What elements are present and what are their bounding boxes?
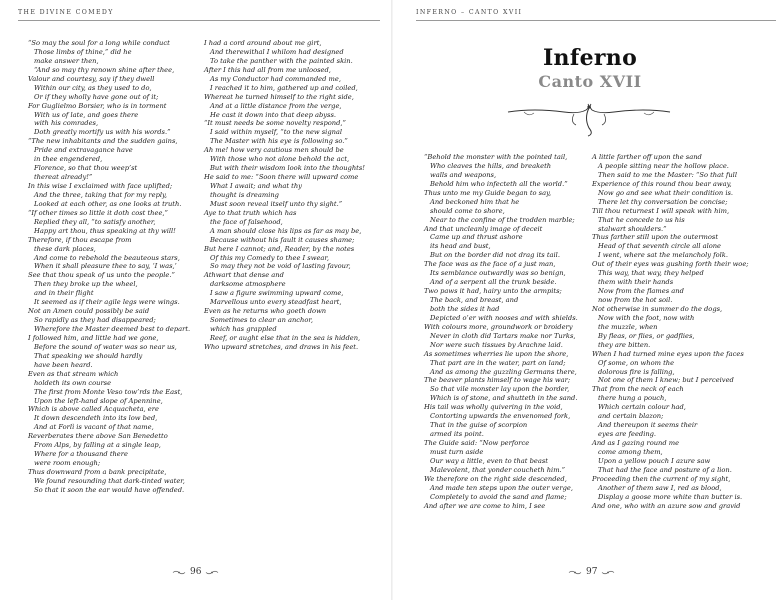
verse-line: That speaking we should hardly xyxy=(34,351,143,360)
verse-line: “If other times so little it doth cost thee,” xyxy=(28,208,168,217)
verse-line: So that it soon the ear would have offended. xyxy=(34,485,185,494)
folio-number-left: 96 xyxy=(190,567,202,577)
verse-line: Athwart that dense and xyxy=(204,271,284,280)
verse-line: Out of their eyes was gushing forth their woe; xyxy=(592,260,749,269)
verse-line: It down descendeth into its low bed, xyxy=(34,414,158,423)
verse-line: That from the neck of each xyxy=(592,385,684,394)
verse-line: “So may the soul for a long while conduct xyxy=(28,39,170,47)
verse-line: Sometimes to clear an anchor, xyxy=(210,316,313,325)
verse-line: “The new inhabitants and the sudden gains, xyxy=(28,137,178,146)
canto-heading xyxy=(520,46,660,92)
verse-line: should come to shore, xyxy=(430,206,505,215)
verse-line: Another of them saw I, red as blood, xyxy=(598,483,722,492)
verse-line: Then they broke up the wheel, xyxy=(34,280,138,289)
verse-line: armed its point. xyxy=(430,430,484,439)
verse-line: Thus downward from a bank precipitate, xyxy=(28,468,167,476)
verse-line: Our way a little, even to that beast xyxy=(430,456,548,465)
verse-line: Behold him who infecteth all the world.” xyxy=(430,179,568,188)
verse-line: His tail was wholly quivering in the void, xyxy=(424,403,563,412)
verse-line: Who upward stretches, and draws in his feet. xyxy=(204,342,359,351)
verse-line: its head and bust, xyxy=(430,242,491,251)
verse-line: And at a little distance from the verge, xyxy=(210,101,342,110)
verse-line: So that vile monster lay upon the border, xyxy=(430,385,570,394)
verse-line: I went, where sat the melancholy folk. xyxy=(598,251,728,260)
verse-line: As my Conductor had commanded me, xyxy=(210,74,341,83)
verse-line: The back, and breast, and xyxy=(430,296,519,304)
verse-line: Because without his fault it causes shame; xyxy=(210,235,355,244)
verse-line: Of this my Comedy to thee I swear, xyxy=(210,253,329,262)
verse-column-right-1 xyxy=(424,153,578,511)
verse-line: Head of that seventh circle all alone xyxy=(598,242,722,251)
header-rule-left xyxy=(18,20,380,21)
verse-line: By fleas, or flies, or gadflies, xyxy=(598,331,695,340)
verse-line: The face was as the face of a just man, xyxy=(424,260,556,269)
right-page xyxy=(392,0,784,600)
ornament-icon xyxy=(601,570,615,575)
verse-line: A little farther off upon the sand xyxy=(592,153,702,161)
verse-column-left-2 xyxy=(204,39,365,352)
verse-line: And the three, taking that for my reply, xyxy=(34,190,168,199)
verse-line: Even as that stream which xyxy=(28,369,119,378)
verse-line: Now with the foot, now with xyxy=(598,313,695,322)
verse-line: The beaver plants himself to wage his war; xyxy=(424,376,571,385)
verse-line: Who cleaves the hills, and breaketh xyxy=(430,161,552,170)
verse-line: And beckoned him that he xyxy=(430,197,520,206)
verse-line: make answer then, xyxy=(34,56,99,65)
verse-line: “And so may thy renown shine after thee, xyxy=(34,65,175,74)
verse-line: these dark places, xyxy=(34,244,96,253)
verse-line: He cast it down into that deep abyss. xyxy=(210,110,337,119)
verse-line: To take the panther with the painted skin. xyxy=(210,56,353,65)
verse-line: With those who not alone behold the act, xyxy=(210,155,350,164)
verse-line: “Behold the monster with the pointed tail, xyxy=(424,153,568,161)
verse-line: Of some, on whom the xyxy=(598,358,675,367)
verse-line: That he concede to us his xyxy=(598,215,685,224)
verse-line: “It must needs be some novelty respond,” xyxy=(204,119,346,128)
verse-line: thought is dreaming xyxy=(210,190,279,199)
verse-line: Proceeding then the current of my sight, xyxy=(592,474,731,483)
verse-line: Reverberates there above San Benedetto xyxy=(28,432,168,441)
verse-line: Pride and extravagance have xyxy=(34,146,133,155)
verse-line: and certain blazon; xyxy=(598,412,664,421)
verse-line: must turn aside xyxy=(430,447,484,456)
verse-line: Which is above called Acquacheta, ere xyxy=(28,405,159,414)
verse-line: holdeth its own course xyxy=(34,378,112,387)
verse-line: He said to me: “Soon there will upward come xyxy=(204,173,359,182)
verse-line: I saw a figure swimming upward come, xyxy=(210,289,344,298)
verse-line: See that thou speak of us unto the people.” xyxy=(28,271,175,280)
ornament-icon xyxy=(568,570,582,575)
book-title: Inferno xyxy=(542,45,638,71)
verse-line: I reached it to him, gathered up and coiled, xyxy=(210,83,358,92)
verse-line: So may they not be void of lasting favour, xyxy=(210,262,351,271)
verse-line: they are bitten. xyxy=(598,340,651,349)
verse-line: the face of falsehood, xyxy=(210,217,283,226)
verse-line: With colours more, groundwork or broidery xyxy=(424,322,573,331)
verse-line: But on the border did not drag its tail. xyxy=(430,251,560,260)
verse-line: Two paws it had, hairy unto the armpits; xyxy=(424,287,562,296)
verse-line: And made ten steps upon the outer verge, xyxy=(430,483,573,492)
verse-line: were room enough; xyxy=(34,459,101,468)
verse-line: Completely to avoid the sand and flame; xyxy=(430,492,567,501)
verse-line: Contorting upwards the envenomed fork, xyxy=(430,412,571,421)
verse-line: When I had turned mine eyes upon the faces xyxy=(592,349,744,358)
verse-line: Those limbs of thine,” did he xyxy=(34,47,132,56)
verse-column-left-1 xyxy=(28,39,190,495)
canto-title: Canto XVII xyxy=(538,72,642,91)
verse-line: Before the sound of water was so near us, xyxy=(34,342,177,351)
verse-line: Upon a yellow pouch I azure saw xyxy=(598,456,711,465)
verse-line: The first from Monte Veso tow’rds the East, xyxy=(34,387,183,396)
verse-line: Experience of this round thou bear away, xyxy=(592,179,732,188)
verse-line: Ah me! how very cautious men should be xyxy=(204,146,344,155)
verse-line: Came up and thrust ashore xyxy=(430,233,523,242)
verse-line: Whereat he turned himself to the right side, xyxy=(204,92,354,101)
verse-line: Where for a thousand there xyxy=(34,450,128,459)
header-rule-right xyxy=(416,20,776,21)
verse-line: There let thy conversation be concise; xyxy=(598,197,728,206)
verse-line: And at Forlì is vacant of that name, xyxy=(34,423,154,432)
verse-line: have been heard. xyxy=(34,360,93,369)
verse-line: Not one of them I knew; but I perceived xyxy=(598,376,734,385)
verse-line: In this wise I exclaimed with face uplifted; xyxy=(28,182,173,190)
verse-line: Valour and courtesy, say if they dwell xyxy=(28,74,155,83)
ornament-icon xyxy=(172,570,186,575)
verse-line: both the sides it had xyxy=(430,304,500,313)
running-head-right: INFERNO – CANTO XVII xyxy=(416,9,523,16)
verse-line: And of a serpent all the trunk beside. xyxy=(430,278,557,287)
verse-line: For Guglielmo Borsier, who is in torment xyxy=(28,101,167,110)
verse-line: I said within myself, “to the new signal xyxy=(210,128,343,137)
verse-line: which has grappled xyxy=(210,325,277,333)
verse-line: Replied they all, “to satisfy another, xyxy=(34,217,156,226)
verse-line: It seemed as if their agile legs were wings. xyxy=(34,298,180,307)
verse-line: From Alps, by falling at a single leap, xyxy=(34,441,161,450)
verse-line: them with their hands xyxy=(598,278,674,287)
flourish-ornament-icon xyxy=(504,98,674,138)
ornament-icon xyxy=(205,570,219,575)
verse-line: now from the hot soil. xyxy=(598,296,673,304)
verse-line: and in their flight xyxy=(34,289,94,298)
page-number-right xyxy=(568,567,615,577)
verse-line: Near to the confine of the trodden marble; xyxy=(430,215,575,224)
verse-line: Which certain colour had, xyxy=(598,403,686,412)
verse-line: I followed him, and little had we gone, xyxy=(28,333,159,342)
verse-line: Therefore, if thou escape from xyxy=(28,235,132,244)
verse-line: Upon the left-hand slope of Apennine, xyxy=(34,396,163,405)
verse-line: Happy art thou, thus speaking at thy will! xyxy=(34,226,176,235)
verse-line: come among them, xyxy=(598,447,663,456)
verse-line: there hung a pouch, xyxy=(598,394,667,403)
verse-line: And as among the guzzling Germans there, xyxy=(430,367,577,376)
verse-line: That part are in the water, part on land; xyxy=(430,358,566,367)
verse-line: darksome atmosphere xyxy=(210,280,286,289)
verse-line: Now go and see what their condition is. xyxy=(598,188,734,197)
verse-line: When it shall pleasure thee to say, ‘I was,’ xyxy=(34,262,177,271)
verse-line: Florence, so that thou weep’st xyxy=(34,164,138,173)
verse-line: dolorous fire is falling, xyxy=(598,367,675,376)
verse-line: And come to rebehold the beauteous stars, xyxy=(34,253,180,262)
verse-line: That had the face and posture of a lion. xyxy=(598,465,732,474)
verse-line: Depicted o’er with nooses and with shields. xyxy=(430,313,578,322)
verse-line: A people sitting near the hollow place. xyxy=(598,161,729,170)
verse-line: And therewithal I whilom had designed xyxy=(210,47,344,56)
verse-line: Thus unto me my Guide began to say, xyxy=(424,188,552,197)
verse-line: Not otherwise in summer do the dogs, xyxy=(592,304,723,313)
verse-line: in thee engendered, xyxy=(34,155,103,164)
running-head-left: THE DIVINE COMEDY xyxy=(18,9,114,16)
verse-line: Doth greatly mortify us with his words.” xyxy=(34,128,171,137)
verse-column-right-2 xyxy=(592,153,749,511)
verse-line: walls and weapons, xyxy=(430,170,497,179)
verse-line: As sometimes wherries lie upon the shore, xyxy=(424,349,569,358)
verse-line: The Master with his eye is following so.” xyxy=(210,137,348,146)
verse-line: Looked at each other, as one looks at truth. xyxy=(34,199,182,208)
verse-line: stalwart shoulders.” xyxy=(598,224,667,233)
verse-line: But with their wisdom look into the thoughts! xyxy=(210,164,365,173)
verse-line: With us of late, and goes there xyxy=(34,110,139,119)
verse-line: Nor were such tissues by Arachne laid. xyxy=(430,340,563,349)
verse-line: And thereupon it seems their xyxy=(598,421,698,430)
verse-line: So rapidly as they had disappeared; xyxy=(34,316,156,325)
verse-line: And as I gazing round me xyxy=(592,439,680,447)
verse-line: Now from the flames and xyxy=(598,287,684,296)
verse-line: the muzzle, when xyxy=(598,322,658,331)
verse-line: Or if they wholly have gone out of it; xyxy=(34,92,159,101)
verse-line: A man should close his lips as far as may be, xyxy=(210,226,362,235)
page-number-left xyxy=(172,567,219,577)
verse-line: Never in cloth did Tartars make nor Turks, xyxy=(430,331,576,340)
verse-line: Till thou returnest I will speak with him, xyxy=(592,206,730,215)
verse-line: with his comrades, xyxy=(34,119,99,128)
verse-line: Reef, or aught else that in the sea is hidden, xyxy=(210,333,361,342)
verse-line: thereat already!” xyxy=(34,173,93,182)
verse-line: Marvellous unto every steadfast heart, xyxy=(210,298,342,307)
verse-line: Within our city, as they used to do, xyxy=(34,83,152,92)
verse-line: Which is of stone, and shutteth in the sand. xyxy=(430,394,578,403)
verse-line: And after we are come to him, I see xyxy=(424,501,546,510)
verse-line: That in the guise of scorpion xyxy=(430,421,528,430)
verse-line: We therefore on the right side descended, xyxy=(424,474,567,483)
verse-line: Not an Amen could possibly be said xyxy=(28,307,150,316)
verse-line: Even as he returns who goeth down xyxy=(204,307,327,316)
verse-line: I had a cord around about me girt, xyxy=(204,39,322,47)
verse-line: Must soon reveal itself unto thy sight.” xyxy=(210,199,343,208)
verse-line: This way, that way, they helped xyxy=(598,269,704,278)
verse-line: We found resounding that dark-tinted water, xyxy=(34,476,185,485)
verse-line: After I this had all from me unloosed, xyxy=(204,65,331,74)
verse-line: Aye to that truth which has xyxy=(204,208,297,217)
verse-line: Thus farther still upon the outermost xyxy=(592,233,719,242)
verse-line: eyes are feeding. xyxy=(598,430,657,439)
verse-line: Malevolent, that yonder coucheth him.” xyxy=(430,465,566,474)
verse-line: And that uncleanly image of deceit xyxy=(424,224,543,233)
verse-line: Display a goose more white than butter is. xyxy=(598,492,743,501)
verse-line: But here I cannot; and, Reader, by the notes xyxy=(204,244,355,253)
verse-line: Wherefore the Master deemed best to depart. xyxy=(34,325,191,333)
verse-line: The Guide said: “Now perforce xyxy=(424,439,530,447)
verse-line: Its semblance outwardly was so benign, xyxy=(430,269,566,278)
verse-line: And one, who with an azure sow and gravid xyxy=(592,501,741,510)
folio-number-right: 97 xyxy=(586,567,598,577)
verse-line: What I await; and what thy xyxy=(210,182,302,190)
verse-line: Then said to me the Master: “So that full xyxy=(598,170,737,179)
